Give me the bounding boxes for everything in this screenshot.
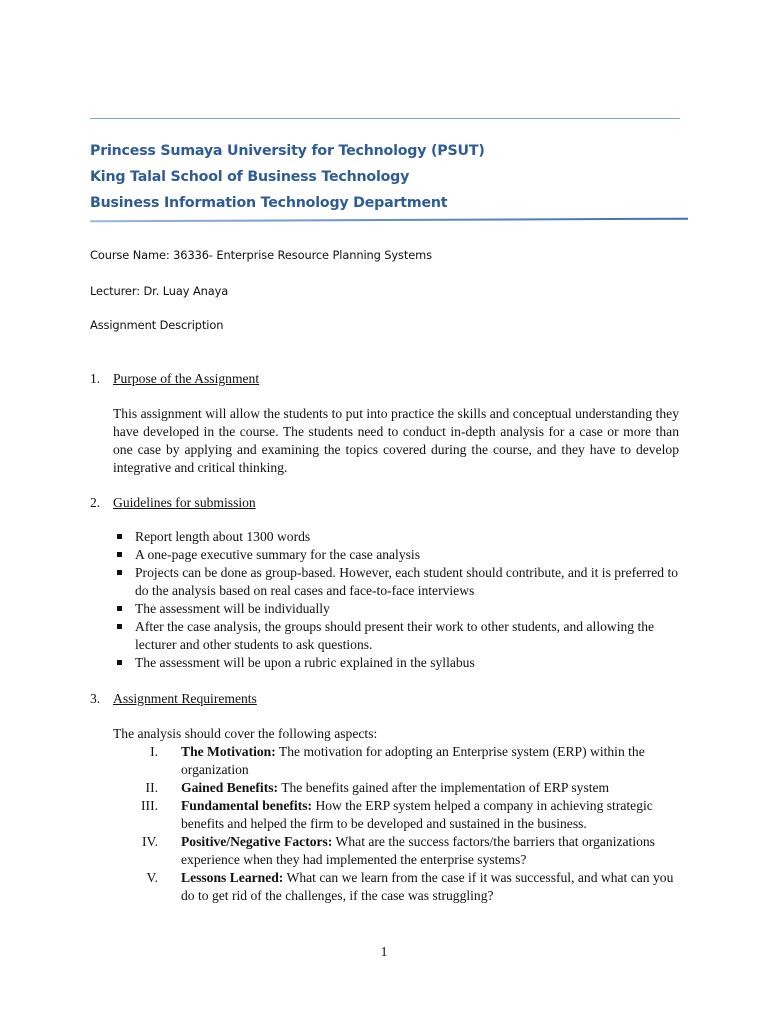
roman-numeral: V. xyxy=(146,870,158,885)
section-title: Purpose of the Assignment xyxy=(113,371,260,386)
requirements-intro: The analysis should cover the following aspects: xyxy=(113,726,378,741)
aspect-term: Lessons Learned: xyxy=(181,870,284,885)
list-item: Projects can be done as group-based. However, each student should contribute, and it is preferred to do the analysis based on real cases and face-to-face interviews xyxy=(113,564,679,600)
department-name: Business Information Technology Department xyxy=(90,195,448,211)
list-item xyxy=(113,797,683,833)
square-bullet-icon xyxy=(117,570,122,575)
university-name: Princess Sumaya University for Technology (PSUT) xyxy=(90,143,485,159)
aspect-text: How the ERP system helped a company in achieving strategic benefits and helped the firm to be developed and sustained in the business. xyxy=(181,798,653,831)
section-3-heading xyxy=(90,690,257,708)
roman-numeral: II. xyxy=(145,780,158,795)
aspect-text: The benefits gained after the implementation of ERP system xyxy=(278,780,610,795)
list-item: A one-page executive summary for the case analysis xyxy=(113,546,679,564)
section-2-heading xyxy=(90,494,256,512)
square-bullet-icon xyxy=(117,534,122,539)
guidelines-list xyxy=(113,528,679,672)
aspect-text: The motivation for adopting an Enterprise system (ERP) within the organization xyxy=(181,744,645,777)
section-number: 2. xyxy=(90,495,101,510)
roman-numeral: III. xyxy=(141,798,158,813)
header-top-rule xyxy=(90,118,680,119)
purpose-paragraph: This assignment will allow the students to put into practice the skills and conceptual understanding they have developed in the course. The students need to conduct in-depth analysis for a case or more than one case by applying and examining the topics covered during the course, and they have to develop integrative and critical thinking. xyxy=(113,406,679,475)
aspect-term: The Motivation: xyxy=(181,744,276,759)
course-name: Course Name: 36336- Enterprise Resource Planning Systems xyxy=(90,248,432,262)
lecturer-name: Lecturer: Dr. Luay Anaya xyxy=(90,284,229,298)
square-bullet-icon xyxy=(117,606,122,611)
list-item: Report length about 1300 words xyxy=(113,528,679,546)
list-item: After the case analysis, the groups should present their work to other students, and allowing the lecturer and other students to ask questions. xyxy=(113,618,679,654)
section-number: 3. xyxy=(90,691,101,706)
page-number: 1 xyxy=(380,944,388,959)
aspect-term: Positive/Negative Factors: xyxy=(181,834,333,849)
roman-numeral: IV. xyxy=(142,834,158,849)
list-item xyxy=(113,869,683,905)
section-number: 1. xyxy=(90,371,101,386)
section-1-heading xyxy=(90,370,259,388)
aspect-text: What can we learn from the case if it was successful, and what can you do to get rid of the challenges, if the case was struggling? xyxy=(181,870,674,903)
assignment-description-heading: Assignment Description xyxy=(90,318,224,332)
square-bullet-icon xyxy=(117,624,122,629)
square-bullet-icon xyxy=(117,660,122,665)
list-item xyxy=(113,833,683,869)
school-name: King Talal School of Business Technology xyxy=(90,169,410,185)
list-item: The assessment will be upon a rubric explained in the syllabus xyxy=(113,654,679,672)
aspect-text: What are the success factors/the barriers that organizations experience when they had implemented the enterprise systems? xyxy=(181,834,655,867)
aspects-list xyxy=(113,743,683,905)
section-title: Guidelines for submission xyxy=(113,495,256,510)
square-bullet-icon xyxy=(117,552,122,557)
roman-numeral: I. xyxy=(150,744,158,759)
aspect-term: Fundamental benefits: xyxy=(181,798,313,813)
list-item: The assessment will be individually xyxy=(113,600,679,618)
list-item xyxy=(113,779,683,797)
institution-header xyxy=(90,138,485,216)
header-bottom-rule xyxy=(90,218,688,223)
list-item xyxy=(113,743,683,779)
section-title: Assignment Requirements xyxy=(113,691,257,706)
aspect-term: Gained Benefits: xyxy=(181,780,279,795)
